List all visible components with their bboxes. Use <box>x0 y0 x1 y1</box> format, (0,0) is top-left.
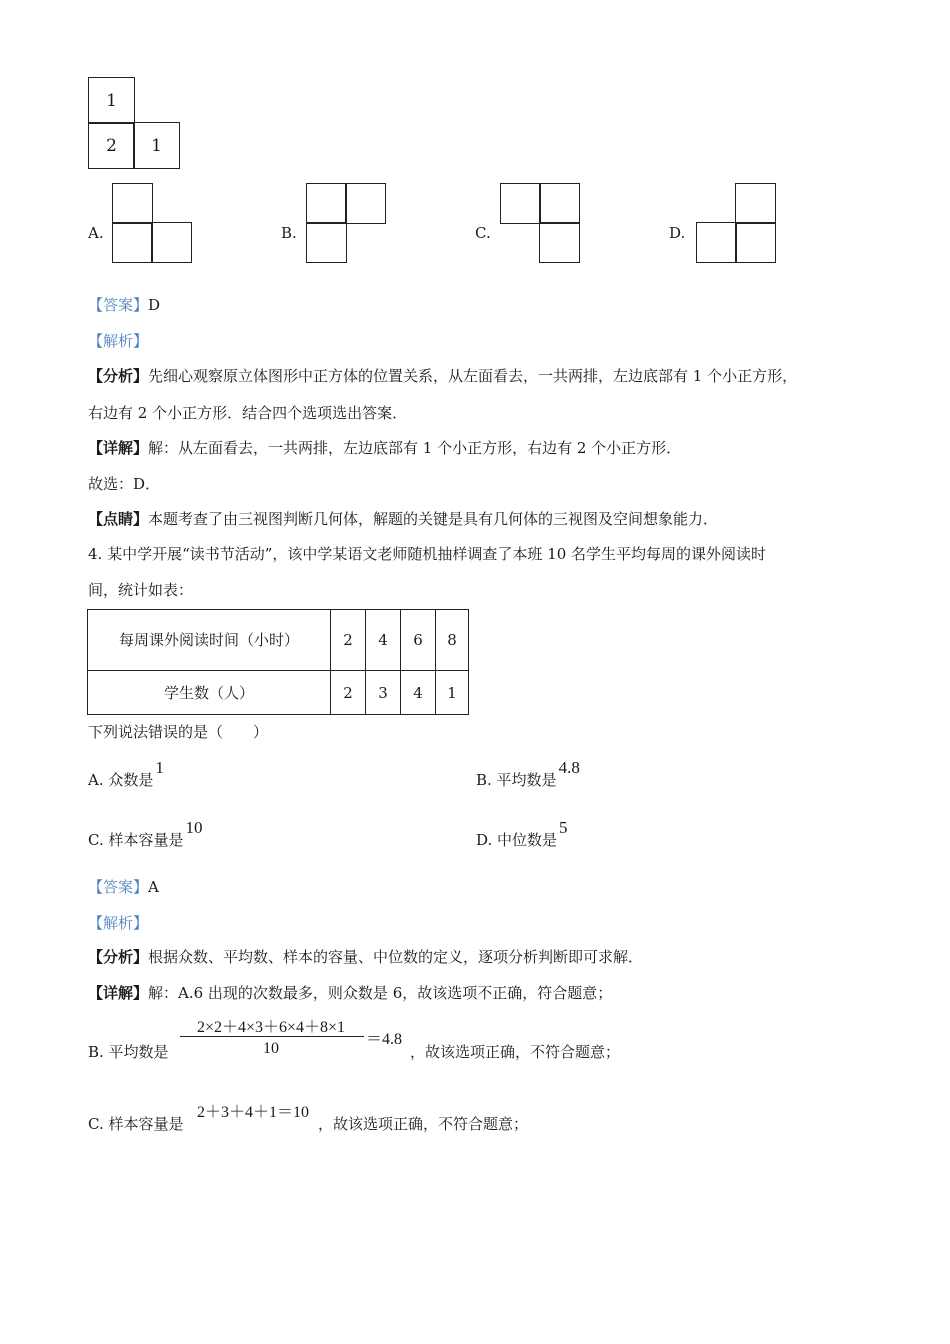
dianjing-tag: 【点睛】 <box>88 510 149 528</box>
q4-question-line1: 4. 某中学开展“读书节活动”，该中学某语文老师随机抽样调查了本班 10 名学生平均每周的课外阅读时 <box>88 545 767 563</box>
fraction-denominator: 10 <box>263 1040 279 1057</box>
option-d-label: D. <box>669 224 686 242</box>
option-label: C. 样本容量是 <box>88 831 184 849</box>
grid-cell-bottom-left: 2 <box>88 122 135 169</box>
xiangjie-text: 解：A.6 出现的次数最多，则众数是 6，故该选项不正确，符合题意； <box>148 984 613 1002</box>
q4-xiangjie <box>88 982 612 1003</box>
answer-tag: 【答案】 <box>88 296 149 314</box>
fraction-result: ＝4.8 <box>366 1031 403 1048</box>
option-value: 5 <box>559 818 568 837</box>
table-cell: 2 <box>331 671 366 715</box>
answer-tag: 【答案】 <box>88 878 149 896</box>
sample-size-expr: 2＋3＋4＋1＝10 <box>197 1104 310 1121</box>
table-cell: 8 <box>436 610 469 671</box>
xiangjie-tag: 【详解】 <box>88 984 149 1002</box>
q4-option-a <box>88 758 164 790</box>
option-c-label: C. <box>475 224 491 242</box>
q4-option-c <box>88 818 203 850</box>
fenxi-text: 先细心观察原立体图形中正方体的位置关系，从左面看去，一共两排，左边底部有 1 个小正方形， <box>148 367 798 385</box>
q4-question-line2: 间，统计如表： <box>88 581 194 599</box>
q4-prompt: 下列说法错误的是（ ） <box>88 723 269 741</box>
table-row <box>88 671 469 715</box>
table-cell: 4 <box>401 671 436 715</box>
table-cell: 3 <box>366 671 401 715</box>
q4-c-label: C. 样本容量是 <box>88 1115 184 1133</box>
q4-option-b <box>476 758 580 790</box>
fraction-bar <box>180 1036 364 1037</box>
answer-value: A <box>148 878 159 896</box>
table-cell: 2 <box>331 610 366 671</box>
q4-b-label: B. 平均数是 <box>88 1043 169 1061</box>
fenxi-text: 根据众数、平均数、样本的容量、中位数的定义，逐项分析判断即可求解． <box>148 948 644 966</box>
grid-cell-bottom-right: 1 <box>133 122 180 169</box>
q4-c-tail: ，故该选项正确，不符合题意； <box>318 1115 529 1133</box>
q4-option-d <box>476 818 568 850</box>
option-value: 10 <box>185 818 203 837</box>
option-label: A. 众数是 <box>88 771 154 789</box>
q4-answer <box>88 876 159 897</box>
q4-fenxi <box>88 946 643 967</box>
option-label: B. 平均数是 <box>476 771 557 789</box>
option-a-label: A. <box>88 224 104 242</box>
q3-dianjing <box>88 508 718 529</box>
table-cell: 4 <box>366 610 401 671</box>
q3-choice: 故选：D． <box>88 475 161 493</box>
xiangjie-text: 解：从左面看去，一共两排，左边底部有 1 个小正方形，右边有 2 个小正方形． <box>148 439 682 457</box>
answer-value: D <box>148 296 161 314</box>
row1-header: 每周课外阅读时间（小时） <box>88 610 331 671</box>
q3-fenxi-line1 <box>88 365 797 386</box>
option-b-label: B. <box>281 224 297 242</box>
grid-cell-top: 1 <box>88 77 135 124</box>
option-value: 4.8 <box>558 758 580 777</box>
option-value: 1 <box>155 758 164 777</box>
q3-analysis-tag: 【解析】 <box>88 332 149 350</box>
dianjing-text: 本题考查了由三视图判断几何体，解题的关键是具有几何体的三视图及空间想象能力． <box>148 510 719 528</box>
reading-time-table <box>87 609 469 715</box>
table-row <box>88 610 469 671</box>
q3-answer <box>88 294 160 315</box>
q4-analysis-tag: 【解析】 <box>88 914 149 932</box>
q3-xiangjie <box>88 437 681 458</box>
table-cell: 6 <box>401 610 436 671</box>
table-cell: 1 <box>436 671 469 715</box>
fenxi-tag: 【分析】 <box>88 367 149 385</box>
option-label: D. 中位数是 <box>476 831 558 849</box>
row2-header: 学生数（人） <box>88 671 331 715</box>
fenxi-tag: 【分析】 <box>88 948 149 966</box>
fraction-numerator: 2×2＋4×3＋6×4＋8×1 <box>196 1019 346 1036</box>
q3-fenxi-line2: 右边有 2 个小正方形．结合四个选项选出答案． <box>88 404 408 422</box>
xiangjie-tag: 【详解】 <box>88 439 149 457</box>
q4-b-tail: ，故该选项正确，不符合题意； <box>410 1043 621 1061</box>
